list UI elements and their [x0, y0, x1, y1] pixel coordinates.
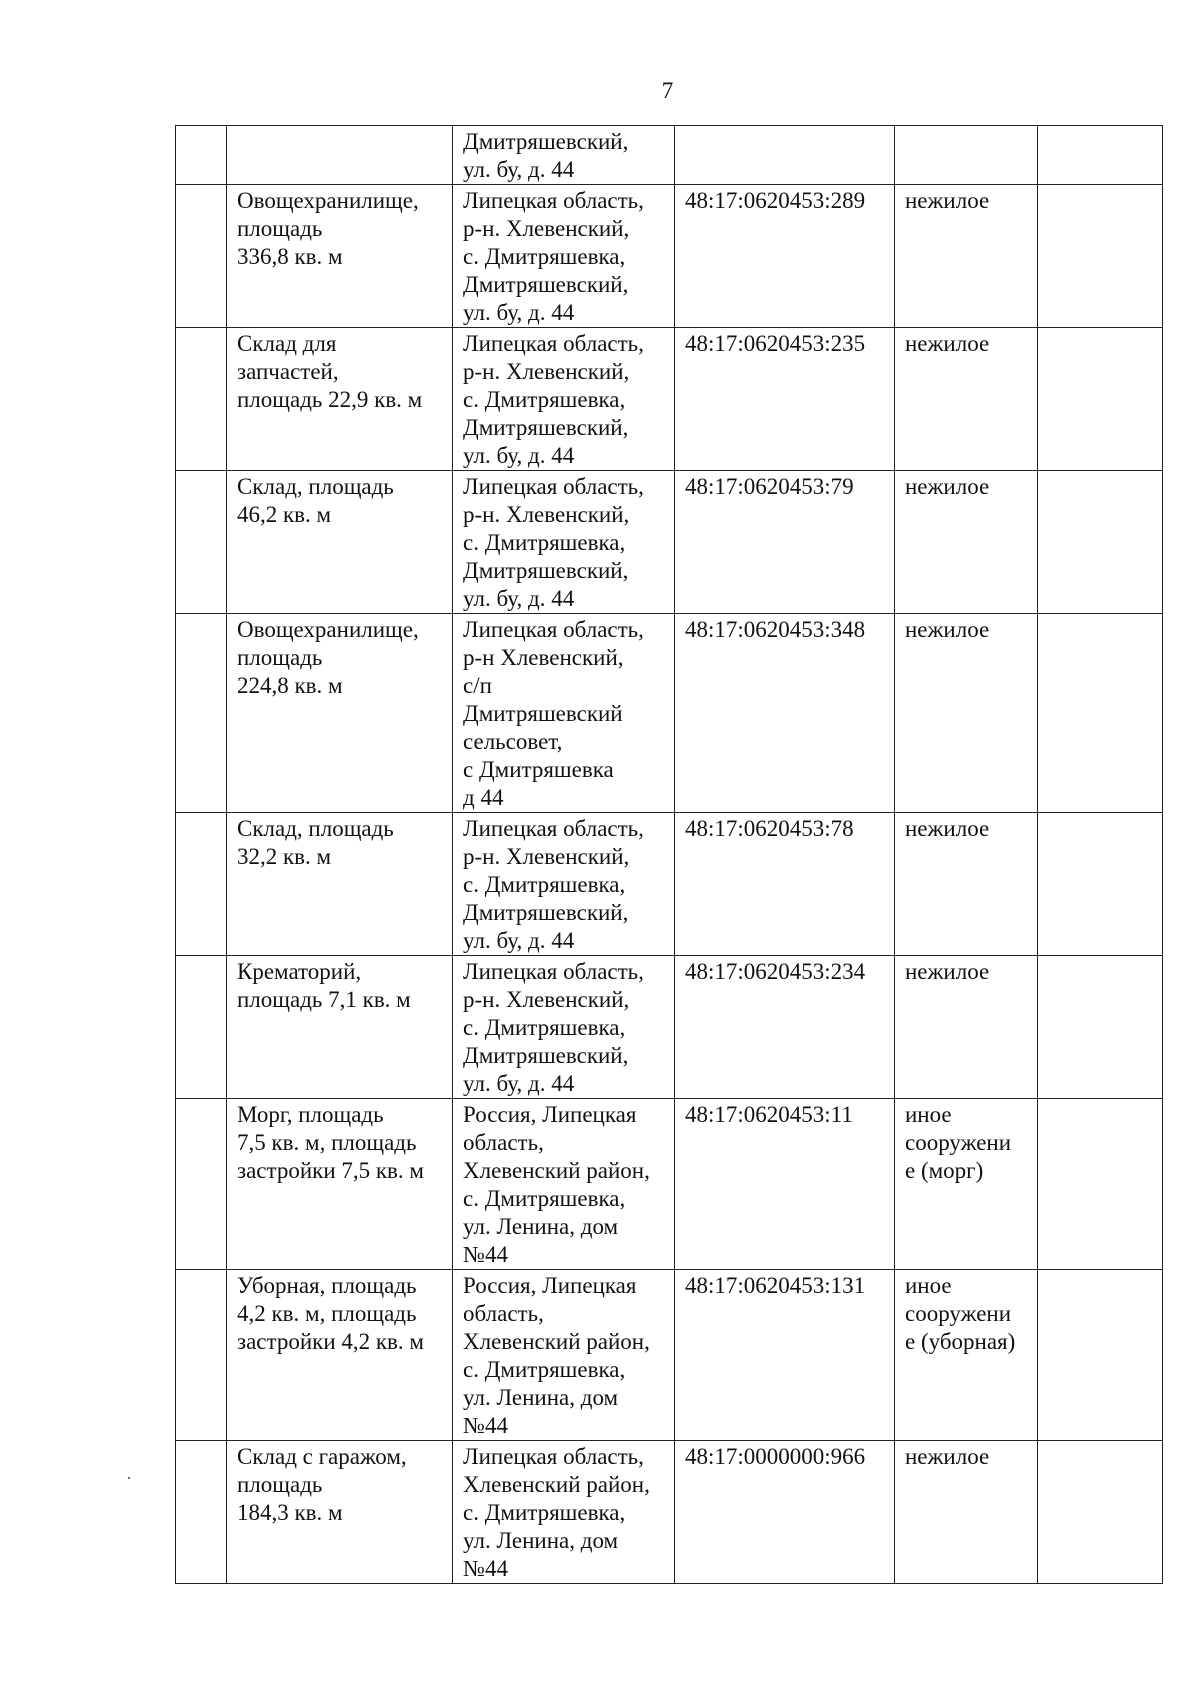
row-number-cell [176, 126, 227, 185]
cadastral-number-cell: 48:17:0620453:234 [675, 956, 895, 1099]
row-number-cell [176, 185, 227, 328]
object-name-cell: Уборная, площадь 4,2 кв. м, площадь застройки 4,2 кв. м [227, 1270, 453, 1441]
object-type-cell: нежилое [895, 471, 1038, 614]
row-number-cell [176, 956, 227, 1099]
cadastral-number-cell: 48:17:0000000:966 [675, 1441, 895, 1584]
property-table [175, 125, 1163, 1584]
cadastral-number-cell: 48:17:0620453:131 [675, 1270, 895, 1441]
table-row [176, 956, 1163, 1099]
notes-cell [1038, 471, 1163, 614]
row-number-cell [176, 813, 227, 956]
object-type-cell: иное сооружени е (морг) [895, 1099, 1038, 1270]
table-row [176, 185, 1163, 328]
notes-cell [1038, 956, 1163, 1099]
address-cell: Липецкая область, р-н. Хлевенский, с. Дмитряшевка, Дмитряшевский, ул. бу, д. 44 [453, 185, 675, 328]
object-type-cell: нежилое [895, 813, 1038, 956]
row-number-cell [176, 328, 227, 471]
cadastral-number-cell: 48:17:0620453:79 [675, 471, 895, 614]
object-type-cell [895, 126, 1038, 185]
table-row [176, 813, 1163, 956]
table-row [176, 1441, 1163, 1584]
notes-cell [1038, 1099, 1163, 1270]
notes-cell [1038, 1441, 1163, 1584]
row-number-cell [176, 1099, 227, 1270]
row-number-cell [176, 471, 227, 614]
object-type-cell: нежилое [895, 1441, 1038, 1584]
notes-cell [1038, 813, 1163, 956]
row-number-cell [176, 614, 227, 813]
object-type-cell: иное сооружени е (уборная) [895, 1270, 1038, 1441]
notes-cell [1038, 614, 1163, 813]
table-row [176, 1099, 1163, 1270]
address-cell: Липецкая область, Хлевенский район, с. Дмитряшевка, ул. Ленина, дом №44 [453, 1441, 675, 1584]
cadastral-number-cell: 48:17:0620453:11 [675, 1099, 895, 1270]
cadastral-number-cell: 48:17:0620453:78 [675, 813, 895, 956]
table-row [176, 126, 1163, 185]
address-cell: Липецкая область, р-н. Хлевенский, с. Дмитряшевка, Дмитряшевский, ул. бу, д. 44 [453, 813, 675, 956]
object-type-cell: нежилое [895, 328, 1038, 471]
object-type-cell: нежилое [895, 614, 1038, 813]
cadastral-number-cell: 48:17:0620453:348 [675, 614, 895, 813]
notes-cell [1038, 185, 1163, 328]
object-name-cell: Склад для запчастей, площадь 22,9 кв. м [227, 328, 453, 471]
object-name-cell: Овощехранилище, площадь 336,8 кв. м [227, 185, 453, 328]
object-name-cell: Склад с гаражом, площадь 184,3 кв. м [227, 1441, 453, 1584]
address-cell: Липецкая область, р-н Хлевенский, с/п Дмитряшевский сельсовет, с Дмитряшевка д 44 [453, 614, 675, 813]
scan-speck: · [126, 1468, 132, 1488]
address-cell: Липецкая область, р-н. Хлевенский, с. Дмитряшевка, Дмитряшевский, ул. бу, д. 44 [453, 471, 675, 614]
row-number-cell [176, 1270, 227, 1441]
object-name-cell: Крематорий, площадь 7,1 кв. м [227, 956, 453, 1099]
object-name-cell: Склад, площадь 32,2 кв. м [227, 813, 453, 956]
cadastral-number-cell: 48:17:0620453:289 [675, 185, 895, 328]
notes-cell [1038, 1270, 1163, 1441]
table-row [176, 614, 1163, 813]
object-name-cell [227, 126, 453, 185]
address-cell: Россия, Липецкая область, Хлевенский район, с. Дмитряшевка, ул. Ленина, дом №44 [453, 1099, 675, 1270]
cadastral-number-cell: 48:17:0620453:235 [675, 328, 895, 471]
table-row [176, 471, 1163, 614]
table-row [176, 1270, 1163, 1441]
address-cell: Дмитряшевский, ул. бу, д. 44 [453, 126, 675, 185]
page-number: 7 [661, 78, 674, 103]
notes-cell [1038, 126, 1163, 185]
object-name-cell: Склад, площадь 46,2 кв. м [227, 471, 453, 614]
object-name-cell: Овощехранилище, площадь 224,8 кв. м [227, 614, 453, 813]
notes-cell [1038, 328, 1163, 471]
object-type-cell: нежилое [895, 185, 1038, 328]
table-row [176, 328, 1163, 471]
object-name-cell: Морг, площадь 7,5 кв. м, площадь застройки 7,5 кв. м [227, 1099, 453, 1270]
address-cell: Липецкая область, р-н. Хлевенский, с. Дмитряшевка, Дмитряшевский, ул. бу, д. 44 [453, 328, 675, 471]
address-cell: Липецкая область, р-н. Хлевенский, с. Дмитряшевка, Дмитряшевский, ул. бу, д. 44 [453, 956, 675, 1099]
row-number-cell [176, 1441, 227, 1584]
cadastral-number-cell [675, 126, 895, 185]
object-type-cell: нежилое [895, 956, 1038, 1099]
address-cell: Россия, Липецкая область, Хлевенский район, с. Дмитряшевка, ул. Ленина, дом №44 [453, 1270, 675, 1441]
